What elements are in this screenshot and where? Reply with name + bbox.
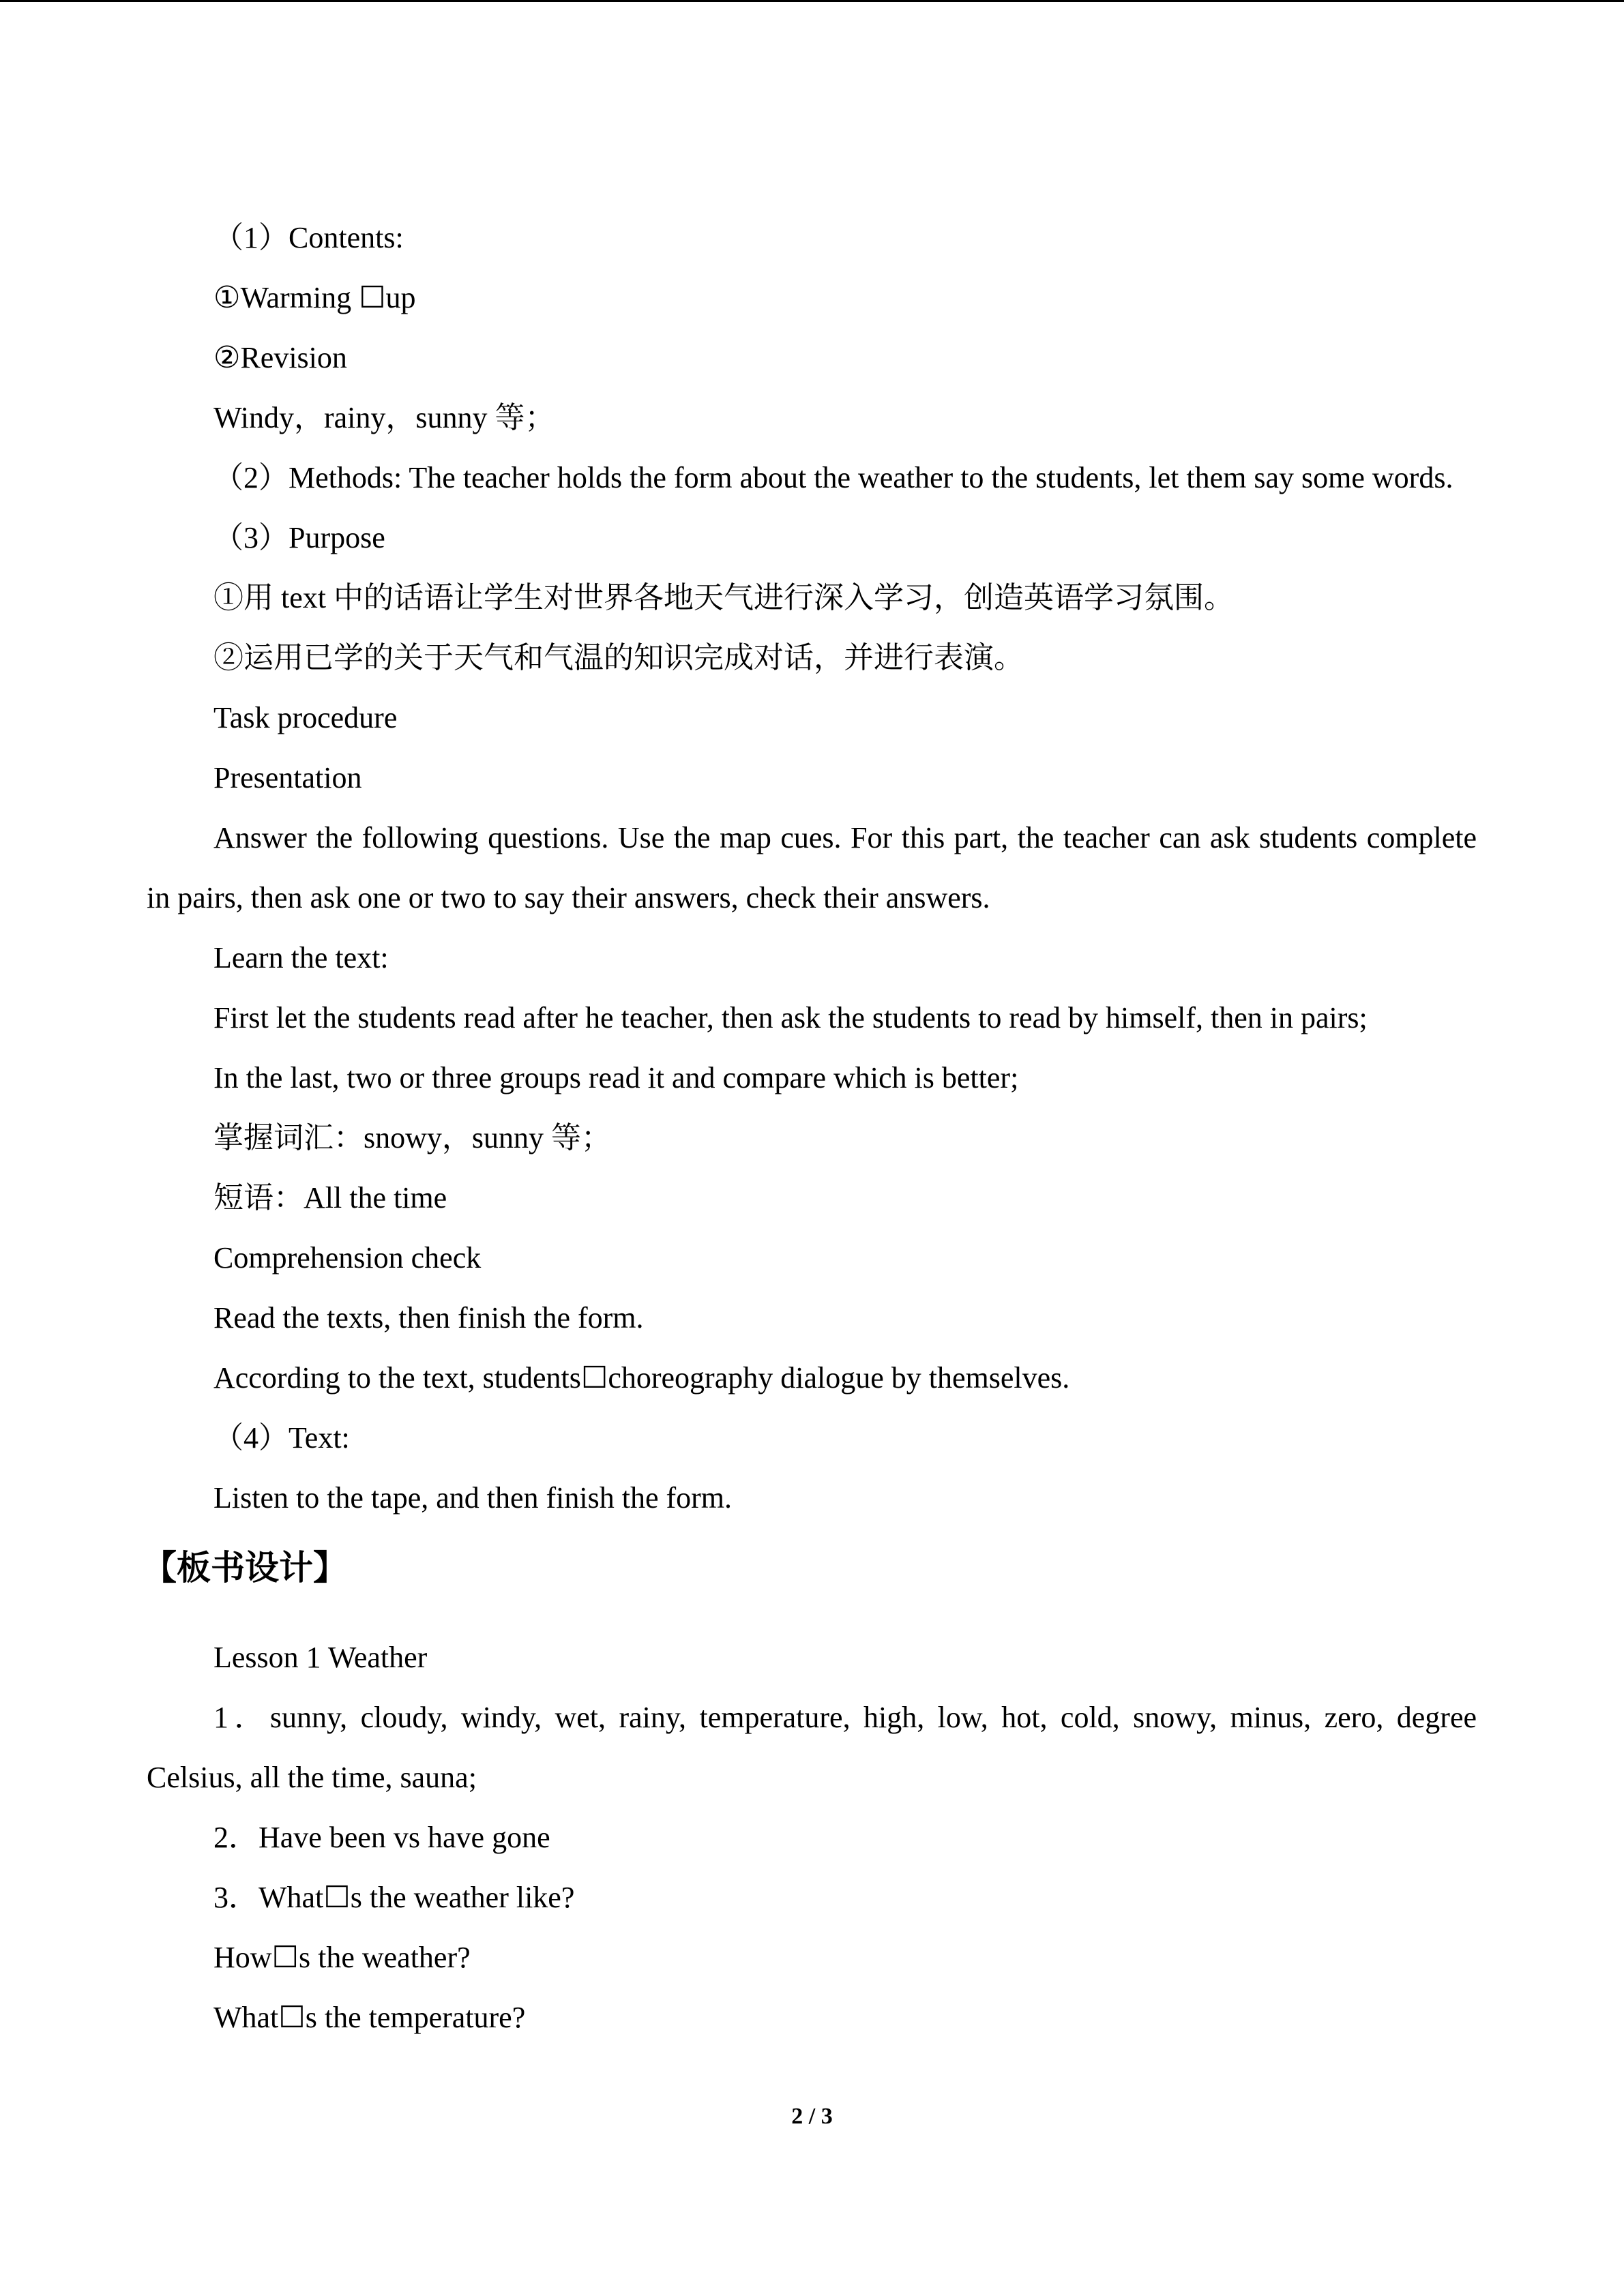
paragraph-learn-text: Learn the text:	[213, 941, 389, 974]
paragraph-revision-words: Windy，rainy，sunny 等；	[213, 401, 555, 434]
paragraph-comprehension-check: Comprehension check	[213, 1241, 482, 1274]
paragraph-listen-tape: Listen to the tape, and then finish the form.	[213, 1481, 733, 1515]
paragraph-choreography: According to the text, students☐choreography dialogue by themselves.	[213, 1361, 1070, 1395]
paragraph-vocab-list: 1．sunny, cloudy, windy, wet, rainy, temperature, high, low, hot, cold, snowy, minus, zero, degree Celsius, all the time, sauna;	[147, 1701, 1484, 1794]
paragraph-have-been-gone: 2．Have been vs have gone	[213, 1821, 550, 1854]
paragraph-warming-up: ①Warming ☐up	[213, 281, 416, 314]
paragraph-task-procedure: Task procedure	[213, 701, 398, 734]
page-body	[143, 208, 1484, 2048]
paragraph-text-heading: （4）Text:	[213, 1421, 350, 1455]
paragraph-lesson-title: Lesson 1 Weather	[213, 1641, 428, 1674]
paragraph-how-weather: How☐s the weather?	[213, 1941, 471, 1974]
paragraph-phrases: 短语：All the time	[213, 1181, 447, 1214]
top-border-line	[0, 0, 1624, 2]
paragraph-answer-questions: Answer the following questions. Use the map cues. For this part, the teacher can ask students complete in pairs, then ask one or two to say their answers, check their answers.	[147, 821, 1484, 914]
paragraph-compare-groups: In the last, two or three groups read it and compare which is better;	[213, 1061, 1019, 1094]
paragraph-purpose-1: ①用 text 中的话语让学生对世界各地天气进行深入学习，创造英语学习氛围。	[213, 581, 1234, 614]
paragraph-purpose-heading: （3）Purpose	[213, 521, 385, 554]
paragraph-first-read: First let the students read after he teacher, then ask the students to read by himself, then in pairs;	[213, 1001, 1368, 1034]
paragraph-contents-heading: （1）Contents:	[213, 221, 404, 254]
paragraph-revision: ②Revision	[213, 341, 347, 374]
paragraph-methods: （2）Methods: The teacher holds the form about the weather to the students, let them say some words.	[213, 461, 1453, 494]
paragraph-read-texts: Read the texts, then finish the form.	[213, 1301, 644, 1335]
paragraph-temperature: What☐s the temperature?	[213, 2001, 526, 2034]
paragraph-presentation: Presentation	[213, 761, 362, 794]
paragraph-purpose-2: ②运用已学的关于天气和气温的知识完成对话，并进行表演。	[213, 641, 1024, 674]
section-heading-blackboard-design: 【板书设计】	[143, 1548, 347, 1587]
paragraph-weather-like: 3．What☐s the weather like?	[213, 1881, 575, 1914]
page-number: 2 / 3	[791, 2104, 833, 2129]
paragraph-vocabulary: 掌握词汇：snowy，sunny 等；	[213, 1121, 612, 1154]
